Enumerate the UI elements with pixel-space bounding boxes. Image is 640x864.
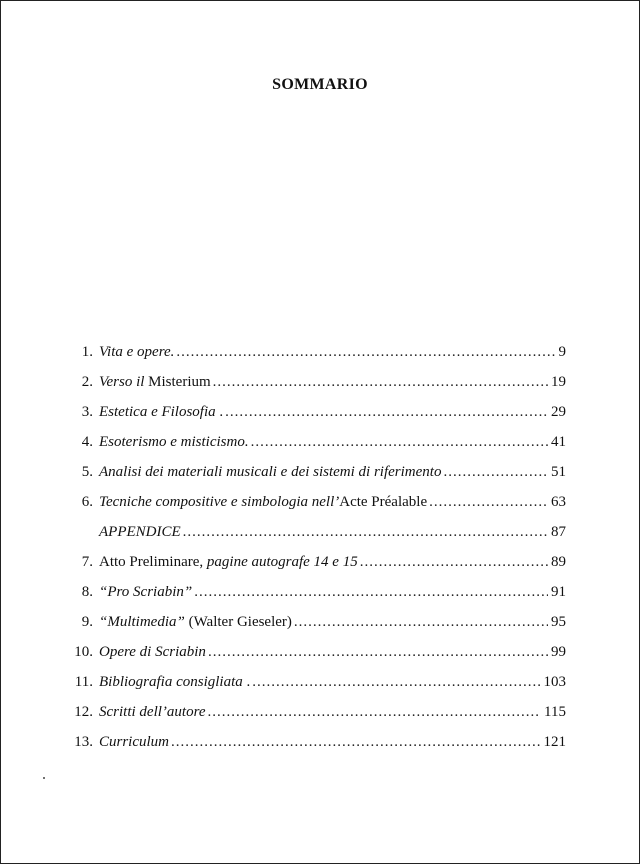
entry-title-part: Atto Preliminare, xyxy=(99,554,207,570)
toc-entry xyxy=(61,524,566,554)
entry-title xyxy=(99,464,441,481)
entry-title-part: “Multimedia” xyxy=(99,614,185,630)
entry-title-part: Vita e opere. xyxy=(99,344,175,360)
entry-number: 12. xyxy=(74,704,93,720)
entry-title xyxy=(99,644,206,661)
entry-page-number: 63 xyxy=(551,494,566,510)
entry-title xyxy=(99,554,358,571)
dot-leader xyxy=(294,614,548,631)
entry-title-part: Curriculum xyxy=(99,734,170,750)
entry-page-number: 87 xyxy=(551,524,566,540)
entry-title xyxy=(99,374,211,391)
page-title: SOMMARIO xyxy=(272,76,368,93)
dot-leader xyxy=(171,734,540,751)
entry-title-part: Bibliografia consigliata xyxy=(99,674,243,690)
entry-page-number: 91 xyxy=(551,584,566,600)
entry-number: 9. xyxy=(81,614,93,630)
entry-number: 6. xyxy=(81,494,93,510)
toc-entry xyxy=(61,374,566,404)
dot-leader xyxy=(443,464,548,481)
dot-leader xyxy=(208,644,548,661)
entry-number: 4. xyxy=(81,434,93,450)
entry-number: 2. xyxy=(81,374,93,390)
stray-mark xyxy=(43,777,45,779)
entry-title xyxy=(99,734,169,751)
dot-leader xyxy=(429,494,548,511)
entry-title-part: Acte Préalable xyxy=(339,494,428,510)
entry-title-part: Esoterismo e misticismo. xyxy=(99,434,249,450)
entry-title-part: Verso il xyxy=(99,374,149,390)
entry-title-part: APPENDICE xyxy=(99,524,181,540)
toc-entry xyxy=(61,494,566,524)
entry-page-number: 121 xyxy=(543,734,566,750)
entry-title-part: . xyxy=(242,674,251,690)
entry-page-number: 115 xyxy=(544,704,566,720)
entry-title-part: Analisi dei materiali musicali e dei sistemi di riferimento xyxy=(99,464,442,480)
entry-title-part: Opere di Scriabin xyxy=(99,644,206,660)
toc-entry xyxy=(61,674,566,704)
dot-leader xyxy=(252,674,540,691)
toc-entry xyxy=(61,434,566,464)
entry-page-number: 41 xyxy=(551,434,566,450)
entry-number: 10. xyxy=(74,644,93,660)
entry-title-part: Scritti dell’autore xyxy=(99,704,206,720)
entry-number: 11. xyxy=(74,674,93,690)
entry-title xyxy=(99,524,181,541)
entry-title xyxy=(99,344,174,361)
entry-page-number: 9 xyxy=(558,344,566,360)
dot-leader xyxy=(360,554,548,571)
dot-leader xyxy=(208,704,542,721)
toc-entry xyxy=(61,464,566,494)
entry-title xyxy=(99,704,206,721)
entry-title-part: . xyxy=(215,404,224,420)
entry-title-part: pagine autografe 14 e 15 xyxy=(206,554,358,570)
toc-entry xyxy=(61,554,566,584)
entry-title xyxy=(99,434,249,451)
entry-page-number: 89 xyxy=(551,554,566,570)
entry-title xyxy=(99,584,192,601)
toc-entry xyxy=(61,614,566,644)
dot-leader xyxy=(213,374,548,391)
entry-title-part: Tecniche compositive e simbologia nell’ xyxy=(99,494,340,510)
entry-title xyxy=(99,404,223,421)
dot-leader xyxy=(251,434,548,451)
entry-page-number: 95 xyxy=(551,614,566,630)
toc-entry xyxy=(61,344,566,374)
entry-title xyxy=(99,614,292,631)
entry-number: 3. xyxy=(81,404,93,420)
entry-page-number: 99 xyxy=(551,644,566,660)
toc-entry xyxy=(61,644,566,674)
toc-entry xyxy=(61,734,566,764)
entry-title-part: “Pro Scriabin” xyxy=(99,584,193,600)
toc-entry xyxy=(61,404,566,434)
dot-leader xyxy=(176,344,555,361)
entry-number: 13. xyxy=(74,734,93,750)
entry-page-number: 103 xyxy=(543,674,566,690)
entry-number: 5. xyxy=(81,464,93,480)
toc-entry xyxy=(61,584,566,614)
entry-page-number: 29 xyxy=(551,404,566,420)
toc-entry xyxy=(61,704,566,734)
dot-leader xyxy=(194,584,548,601)
entry-title-part: Misterium xyxy=(148,374,211,390)
entry-page-number: 19 xyxy=(551,374,566,390)
table-of-contents xyxy=(61,344,566,764)
dot-leader xyxy=(183,524,548,541)
entry-title xyxy=(99,674,250,691)
entry-title xyxy=(99,494,427,511)
entry-title-part: (Walter Gieseler) xyxy=(184,614,292,630)
dot-leader xyxy=(225,404,548,421)
entry-number: 1. xyxy=(81,344,93,360)
entry-number: 7. xyxy=(81,554,93,570)
entry-number: 8. xyxy=(81,584,93,600)
entry-page-number: 51 xyxy=(551,464,566,480)
entry-title-part: Estetica e Filosofia xyxy=(99,404,216,420)
